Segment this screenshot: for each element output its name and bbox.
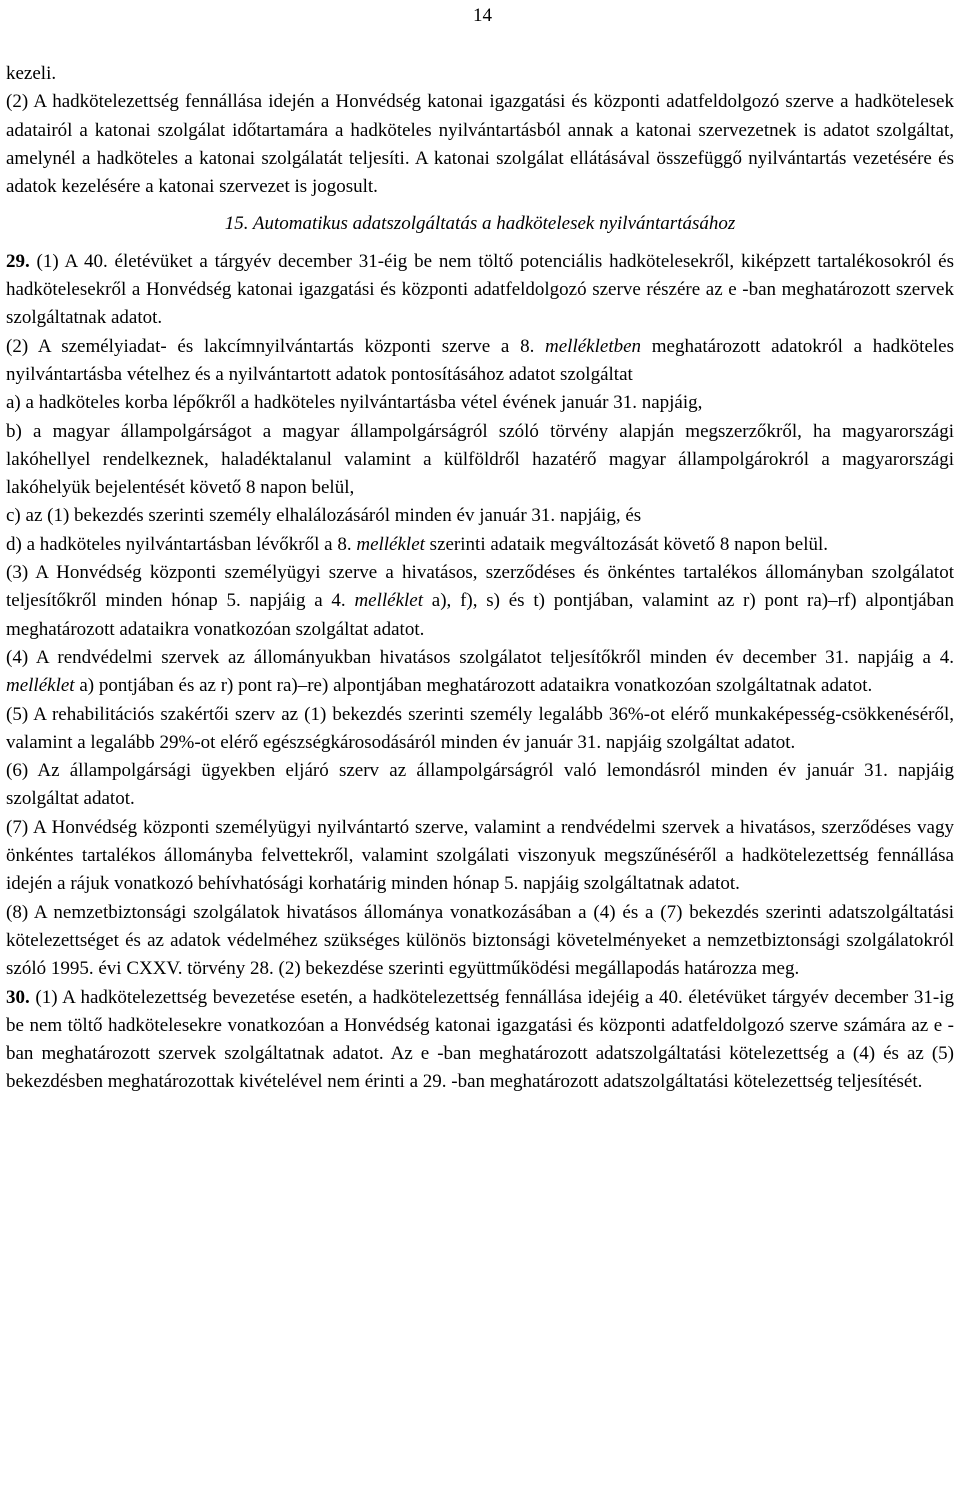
section-29-point-a: a) a hadköteles korba lépőkről a hadköteles nyilvántartásba vétel évének január 31. napjáig, bbox=[6, 392, 703, 414]
section-29-paragraph-3 bbox=[6, 559, 954, 644]
s29-p3-text-c: a), f), s) és t) pontjában, valamint az r) pont ra)–rf) alpontjában meghatározott adataikra vonatkozóan szolgáltat adatot. bbox=[6, 590, 954, 640]
section-heading-15: 15. Automatikus adatszolgáltatás a hadkötelesek nyilvántartásához bbox=[224, 213, 736, 235]
section-number-29: 29. bbox=[6, 250, 30, 272]
section-29-paragraph-2 bbox=[6, 333, 954, 390]
section-29-paragraph-5: (5) A rehabilitációs szakértői szerv az (1) bekezdés szerinti személy legalább 36%-ot elérő munkaképesség-csökkenéséről, valamint a legalább 29%-ot elérő egészségkárosodásáról minden év január 31. napjáig szolgáltat adatot. bbox=[6, 703, 954, 753]
s29-d-text-1: d) a hadköteles nyilvántartásban lévőkről a 8. bbox=[6, 533, 357, 555]
s29-p3-text-a: (3) A Honvédség központi személyügyi szerve a hivatásos, szerződéses és önkéntes tartalékos állományban szolgálatot teljesítőkről minden hónap 5. napjáig a 4. bbox=[6, 562, 954, 612]
section-29-point-b: b) a magyar állampolgárságot a magyar állampolgárságról szóló törvény alapján megszerzőkről, ha magyarországi lakóhellyel rendelkeznek, haladéktalanul valamint a külföldről hazatérő magyar állampolgárokról a magyarországi lakóhelyük bejelentését követő 8 napon belül, bbox=[6, 420, 954, 499]
paragraph-continuation: kezeli. bbox=[6, 63, 57, 84]
section-29-paragraph-6: (6) Az állampolgársági ügyekben eljáró szerv az állampolgárságról való lemondásról minden év január 31. napjáig szolgáltat adatot. bbox=[6, 760, 954, 810]
section-number-30: 30. bbox=[6, 986, 30, 1008]
s29-p3-italic: melléklet bbox=[354, 590, 424, 612]
section-29-point-c: c) az (1) bekezdés szerinti személy elhalálozásáról minden év január 31. napjáig, és bbox=[6, 505, 642, 527]
section-30-paragraph-1 bbox=[6, 984, 954, 1097]
s29-p4-text-a: (4) A rendvédelmi szervek az állományukban hivatásos szolgálatot teljesítőkről minden év december 31. napjáig a 4. bbox=[6, 646, 954, 668]
section-29-paragraph-8: (8) A nemzetbiztonsági szolgálatok hivatásos állománya vonatkozásában a (4) és a (7) bekezdés szerinti adatszolgáltatási kötelezettséget és az adatok védelméhez szükséges különös biztonsági követelményeket a nemzetbiztonsági szolgálatokról szóló 1995. évi CXXV. törvény 28. (2) bekezdése szerinti együttműködési megállapodás határozza meg. bbox=[6, 901, 954, 980]
s29-d-italic: melléklet bbox=[356, 533, 425, 555]
paragraph-28-2: (2) A hadkötelezettség fennállása idején a Honvédség katonai igazgatási és központi adatfeldolgozó szerve a hadkötelesek adatairól a katonai szolgálat időtartamára a hadköteles nyilvántartásból annak a katonai szervezetnek is adatot szolgáltat, amelynél a hadköteles a katonai szolgálatát teljesíti. A katonai szolgálat ellátásával összefüggő nyilvántartás vezetésére és adatok kezelésére a katonai szervezet is jogosult. bbox=[6, 91, 954, 198]
document-body bbox=[6, 60, 954, 1097]
page-number: 14 bbox=[473, 5, 492, 26]
section-29-point-d bbox=[6, 531, 954, 559]
section-30-paragraph-1-text: (1) A hadkötelezettség bevezetése esetén, a hadkötelezettség fennállása idejéig a 40. életévüket tárgyév december 31-ig be nem töltő hadkötelesekre vonatkozóan a Honvédség katonai igazgatási és központi adatfeldolgozó szerve számára az e -ban meghatározott szervek szolgáltatnak adatot. Az e -ban meghatározott adatszolgáltatási kötelezettség a (4) és az (5) bekezdésben meghatározottak kivételével nem érinti a 29. -ban meghatározott adatszolgáltatási kötelezettség teljesítését. bbox=[6, 986, 954, 1093]
s29-p4-text-c: a) pontjában és az r) pont ra)–re) alpontjában meghatározott adataikra vonatkozóan szolgáltatnak adatot. bbox=[74, 675, 873, 697]
s29-p2-text-c: meghatározott adatokról a hadköteles nyilvántartásba vételhez és a nyilvántartott adatok pontosításához adatot szolgáltat bbox=[6, 335, 954, 385]
s29-p2-text-a: (2) A személyiadat- és lakcímnyilvántartás központi szerve a 8. bbox=[6, 335, 546, 357]
section-29-paragraph-4 bbox=[6, 644, 954, 701]
s29-p4-italic: melléklet bbox=[6, 675, 75, 697]
s29-d-text-3: szerinti adataik megváltozását követő 8 napon belül. bbox=[424, 533, 829, 555]
s29-p2-italic: mellékletben bbox=[545, 335, 642, 357]
section-29-paragraph-7: (7) A Honvédség központi személyügyi nyilvántartó szerve, valamint a rendvédelmi szervek a hivatásos, szerződéses vagy önkéntes tartalékos állományba felvettekről, valamint szolgálati viszonyuk megszűnéséről a hadkötelezettség fennállása idején a rájuk vonatkozó behívhatósági korhatárig minden hónap 5. napjáig szolgáltatnak adatot. bbox=[6, 816, 954, 895]
section-29-paragraph-1 bbox=[6, 248, 954, 333]
section-29-paragraph-1-text: (1) A 40. életévüket a tárgyév december 31-éig be nem töltő potenciális hadkötelesekről, kiképzett tartalékosokról és hadkötelesekről a Honvédség katonai igazgatási és központi adatfeldolgozó szerve részére az e -ban meghatározott szervek szolgáltatnak adatot. bbox=[6, 250, 954, 329]
